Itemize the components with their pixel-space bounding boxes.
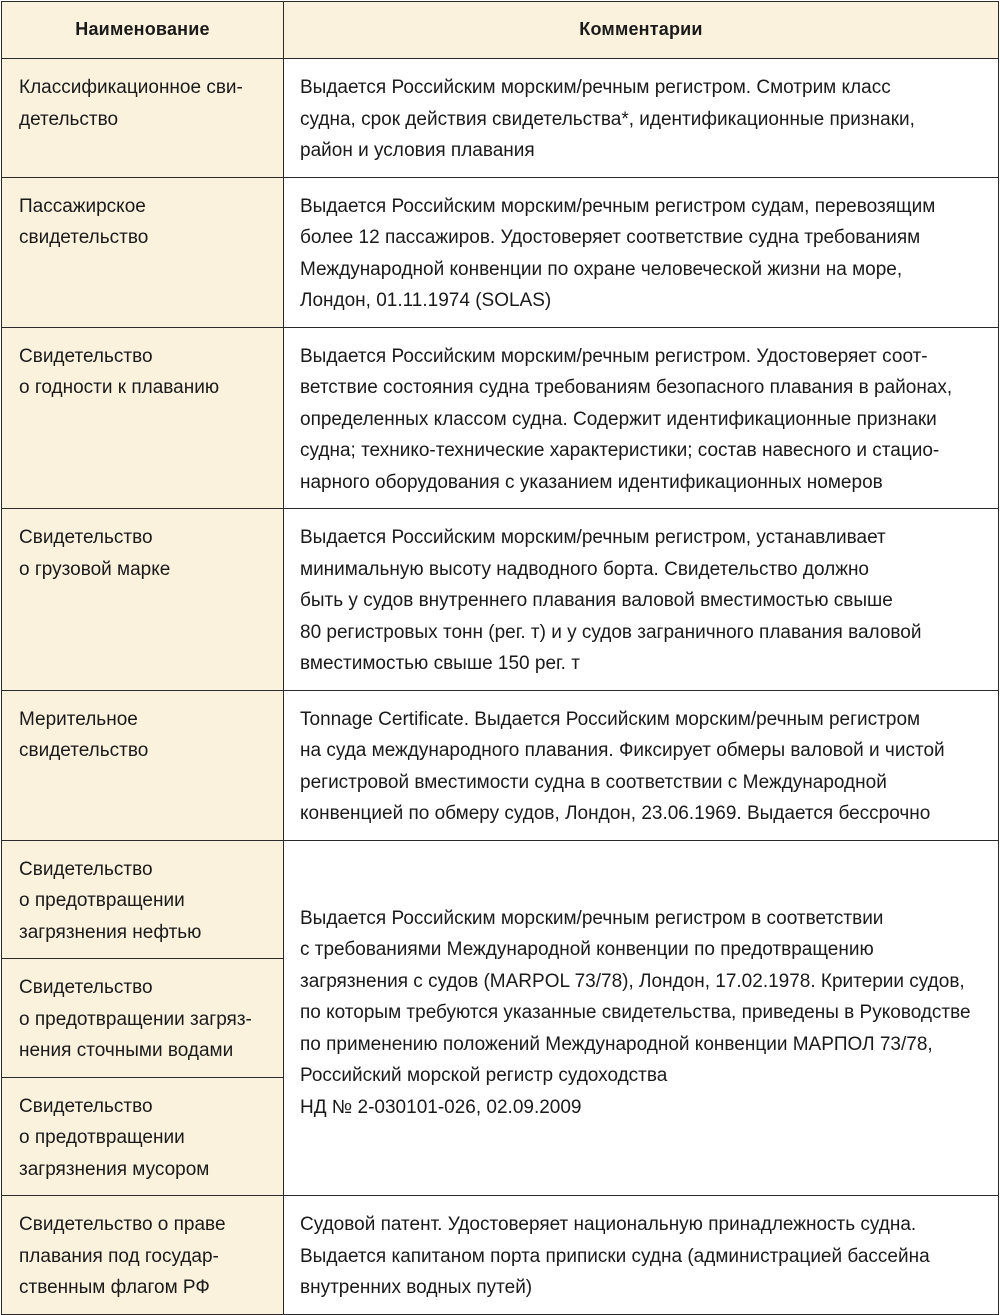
name-line: Свидетельство: [19, 1095, 153, 1117]
name-line: Свидетельство о праве: [19, 1214, 226, 1235]
comment-line: конвенцией по обмеру судов, Лондон, 23.06.1969. Выдается бессрочно: [300, 803, 931, 824]
comment-line: загрязнения с судов (MARPOL 73/78), Лондон, 17.02.1978. Критерии судов,: [300, 970, 965, 992]
comment-line: Выдается Российским морским/речным регистром. Смотрим класс: [300, 77, 891, 98]
table-row: [2, 840, 999, 959]
comment-line: Лондон, 01.11.1974 (SOLAS): [300, 290, 552, 311]
row-comment-cell: [284, 59, 999, 178]
name-line: Свидетельство: [19, 527, 153, 548]
comment-line: Выдается Российским морским/речным регистром в соответствии: [300, 907, 884, 929]
comment-line: ветствие состояния судна требованиям безопасного плавания в районах,: [300, 377, 953, 398]
row-name-cell: [2, 327, 284, 509]
comment-line: Судовой патент. Удостоверяет национальную принадлежность судна.: [300, 1214, 917, 1235]
comment-line: Tonnage Certificate. Выдается Российским морским/речным регистром: [300, 708, 921, 730]
table-row: [2, 1196, 999, 1315]
row-comment-cell: [284, 1196, 999, 1315]
comment-line: на суда международного плавания. Фиксирует обмеры валовой и чистой: [300, 740, 945, 761]
comment-line: Выдается Российским морским/речным регистром. Удостоверяет соот-: [300, 345, 928, 367]
row-comment-cell: [284, 690, 999, 840]
name-line: свидетельство: [19, 227, 149, 248]
comment-line: определенных классом судна. Содержит идентификационные признаки: [300, 408, 937, 430]
comment-line: Выдается Российским морским/речным регистром, устанавливает: [300, 527, 886, 548]
row-name-cell: [2, 59, 284, 178]
comment-line: с требованиями Международной конвенции по предотвращению: [300, 939, 874, 960]
row-name-cell: [2, 840, 284, 959]
comment-line: Выдается Российским морским/речным регистром судам, перевозящим: [300, 195, 936, 217]
name-line: Свидетельство: [19, 345, 153, 367]
row-name-cell: [2, 690, 284, 840]
name-line: детельство: [19, 108, 119, 130]
name-line: Свидетельство: [19, 977, 153, 998]
row-name-cell: [2, 1077, 284, 1196]
certificates-table: [1, 1, 999, 1315]
comment-line: регистровой вместимости судна в соответствии с Международной: [300, 771, 887, 793]
name-line: Мерительное: [19, 708, 138, 730]
row-name-cell: [2, 959, 284, 1078]
name-line: нения сточными водами: [19, 1040, 234, 1061]
comment-line: НД № 2-030101-026, 02.09.2009: [300, 1096, 582, 1118]
row-name-cell: [2, 1196, 284, 1315]
name-line: Пассажирское: [19, 195, 146, 217]
name-line: о грузовой марке: [19, 558, 171, 580]
name-line: Свидетельство: [19, 858, 153, 880]
name-line: ственным флагом РФ: [19, 1277, 210, 1298]
name-line: свидетельство: [19, 740, 149, 761]
comment-line: Российский морской регистр судоходства: [300, 1065, 668, 1086]
row-name-cell: [2, 177, 284, 327]
comment-line: по которым требуются указанные свидетельства, приведены в Руководстве: [300, 1002, 971, 1023]
header-row: [2, 2, 999, 59]
name-line: о годности к плаванию: [19, 377, 220, 398]
row-comment-cell: [284, 177, 999, 327]
name-line: плавания под государ-: [19, 1245, 219, 1267]
header-name: Наименование: [2, 2, 284, 59]
comment-line: судна, срок действия свидетельства*, идентификационные признаки,: [300, 108, 915, 130]
table-row: [2, 690, 999, 840]
comment-line: по применению положений Международной конвенции МАРПОЛ 73/78,: [300, 1033, 933, 1055]
name-line: о предотвращении загряз-: [19, 1008, 252, 1030]
comment-line: более 12 пассажиров. Удостоверяет соответствие судна требованиям: [300, 227, 921, 248]
table-row: [2, 509, 999, 691]
row-comment-cell: [284, 327, 999, 509]
comment-line: быть у судов внутреннего плавания валовой вместимостью свыше: [300, 590, 893, 611]
comment-line: вместимостью свыше 150 рег. т: [300, 653, 580, 674]
name-line: загрязнения нефтью: [19, 921, 202, 943]
row-name-cell: [2, 509, 284, 691]
header-comment: Комментарии: [284, 2, 999, 59]
comment-line: судна; технико-технические характеристики; состав навесного и стацио-: [300, 440, 940, 461]
comment-line: Выдается капитаном порта приписки судна (администрацией бассейна: [300, 1245, 930, 1267]
name-line: Классификационное сви-: [19, 77, 243, 98]
comment-line: нарного оборудования с указанием идентификационных номеров: [300, 471, 883, 493]
table-row: [2, 177, 999, 327]
comment-line: внутренних водных путей): [300, 1277, 533, 1298]
name-line: загрязнения мусором: [19, 1158, 210, 1180]
comment-line: 80 регистровых тонн (рег. т) и у судов заграничного плавания валовой: [300, 621, 922, 643]
comment-line: район и условия плавания: [300, 140, 535, 161]
comment-line: минимальную высоту надводного борта. Свидетельство должно: [300, 558, 869, 580]
merged-comment-cell: [284, 840, 999, 1196]
row-comment-cell: [284, 509, 999, 691]
table-row: [2, 327, 999, 509]
table-row: [2, 59, 999, 178]
name-line: о предотвращении: [19, 890, 185, 911]
comment-line: Международной конвенции по охране человеческой жизни на море,: [300, 258, 903, 280]
name-line: о предотвращении: [19, 1127, 185, 1148]
